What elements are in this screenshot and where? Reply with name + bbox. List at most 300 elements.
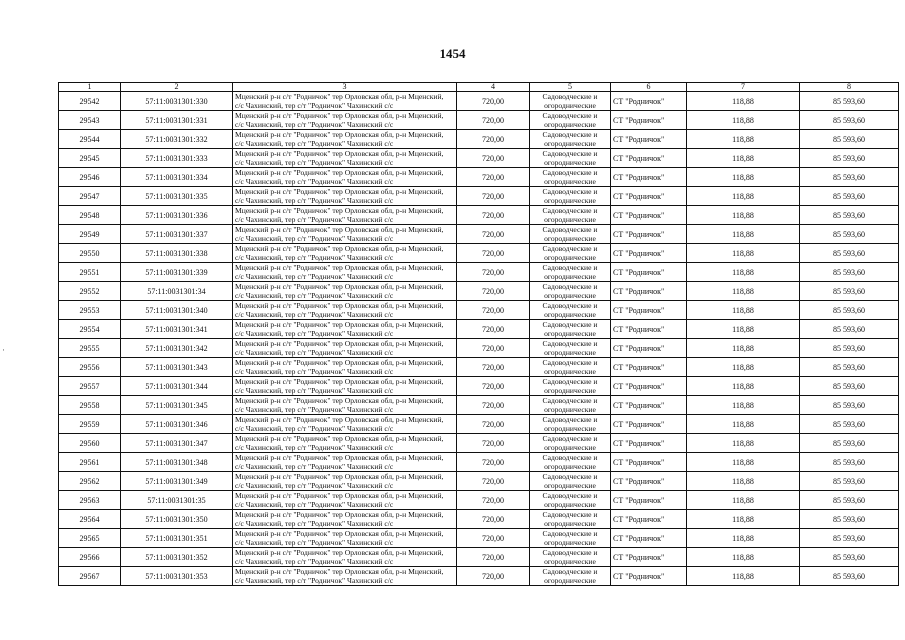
organization-cell: СТ "Родничок"	[611, 396, 687, 415]
row-number: 29557	[59, 377, 121, 396]
header-cell: 4	[457, 83, 530, 92]
address-line: с/с Чахинский, тер с/т "Родничок" Чахинский с/с	[235, 196, 394, 205]
organization-cell: СТ "Родничок"	[611, 320, 687, 339]
organization-cell: СТ "Родничок"	[611, 415, 687, 434]
unit-cost-cell: 118,88	[687, 92, 800, 111]
land-use-line: Садоводческие и	[542, 491, 598, 500]
margin-mark: ·	[2, 345, 5, 355]
land-use-line: Садоводческие и	[542, 453, 598, 462]
land-use-cell	[530, 339, 611, 358]
land-use-line: Садоводческие и	[542, 510, 598, 519]
address-line: с/с Чахинский, тер с/т "Родничок" Чахинский с/с	[235, 215, 394, 224]
organization-cell: СТ "Родничок"	[611, 529, 687, 548]
header-cell: 3	[233, 83, 457, 92]
address-line: с/с Чахинский, тер с/т "Родничок" Чахинский с/с	[235, 234, 394, 243]
row-number: 29555	[59, 339, 121, 358]
address-cell	[233, 111, 457, 130]
organization-cell: СТ "Родничок"	[611, 377, 687, 396]
total-value-cell: 85 593,60	[800, 567, 899, 586]
total-value-cell: 85 593,60	[800, 92, 899, 111]
row-number: 29542	[59, 92, 121, 111]
cadastral-number: 57:11:0031301:341	[121, 320, 233, 339]
address-line: Мценский р-н с/т "Родничок" тер Орловская обл, р-н Мценский,	[235, 377, 444, 386]
address-cell	[233, 415, 457, 434]
address-line: Мценский р-н с/т "Родничок" тер Орловская обл, р-н Мценский,	[235, 358, 444, 367]
land-use-cell	[530, 130, 611, 149]
cadastral-number: 57:11:0031301:351	[121, 529, 233, 548]
land-use-line: огороднические	[544, 310, 596, 319]
cadastral-number: 57:11:0031301:346	[121, 415, 233, 434]
table-row	[59, 434, 899, 453]
organization-cell: СТ "Родничок"	[611, 358, 687, 377]
unit-cost-cell: 118,88	[687, 491, 800, 510]
address-line: с/с Чахинский, тер с/т "Родничок" Чахинский с/с	[235, 158, 394, 167]
table-row	[59, 168, 899, 187]
land-use-line: Садоводческие и	[542, 377, 598, 386]
land-use-cell	[530, 111, 611, 130]
land-use-cell	[530, 396, 611, 415]
unit-cost-cell: 118,88	[687, 187, 800, 206]
land-use-line: огороднические	[544, 443, 596, 452]
address-line: с/с Чахинский, тер с/т "Родничок" Чахинский с/с	[235, 291, 394, 300]
row-number: 29559	[59, 415, 121, 434]
unit-cost-cell: 118,88	[687, 168, 800, 187]
address-cell	[233, 339, 457, 358]
table-row	[59, 301, 899, 320]
land-use-cell	[530, 92, 611, 111]
address-line: Мценский р-н с/т "Родничок" тер Орловская обл, р-н Мценский,	[235, 472, 444, 481]
address-cell	[233, 510, 457, 529]
land-use-line: огороднические	[544, 234, 596, 243]
unit-cost-cell: 118,88	[687, 567, 800, 586]
table-row	[59, 339, 899, 358]
table-row	[59, 529, 899, 548]
land-use-line: огороднические	[544, 139, 596, 148]
address-line: с/с Чахинский, тер с/т "Родничок" Чахинский с/с	[235, 576, 394, 585]
area-cell: 720,00	[457, 263, 530, 282]
address-cell	[233, 377, 457, 396]
address-line: с/с Чахинский, тер с/т "Родничок" Чахинский с/с	[235, 139, 394, 148]
row-number: 29565	[59, 529, 121, 548]
cadastral-number: 57:11:0031301:34	[121, 282, 233, 301]
address-cell	[233, 453, 457, 472]
land-use-line: огороднические	[544, 576, 596, 585]
organization-cell: СТ "Родничок"	[611, 111, 687, 130]
cadastral-number: 57:11:0031301:335	[121, 187, 233, 206]
area-cell: 720,00	[457, 567, 530, 586]
row-number: 29553	[59, 301, 121, 320]
area-cell: 720,00	[457, 548, 530, 567]
cadastral-number: 57:11:0031301:330	[121, 92, 233, 111]
area-cell: 720,00	[457, 339, 530, 358]
land-use-line: Садоводческие и	[542, 472, 598, 481]
address-line: с/с Чахинский, тер с/т "Родничок" Чахинский с/с	[235, 424, 394, 433]
land-use-cell	[530, 358, 611, 377]
land-use-line: огороднические	[544, 272, 596, 281]
land-register-table	[58, 82, 899, 586]
cadastral-number: 57:11:0031301:331	[121, 111, 233, 130]
address-line: Мценский р-н с/т "Родничок" тер Орловская обл, р-н Мценский,	[235, 282, 444, 291]
row-number: 29564	[59, 510, 121, 529]
land-use-cell	[530, 453, 611, 472]
unit-cost-cell: 118,88	[687, 472, 800, 491]
address-cell	[233, 434, 457, 453]
table-body	[59, 92, 899, 586]
address-line: с/с Чахинский, тер с/т "Родничок" Чахинский с/с	[235, 253, 394, 262]
land-use-line: огороднические	[544, 329, 596, 338]
area-cell: 720,00	[457, 187, 530, 206]
land-use-line: огороднические	[544, 348, 596, 357]
address-line: с/с Чахинский, тер с/т "Родничок" Чахинский с/с	[235, 519, 394, 528]
total-value-cell: 85 593,60	[800, 434, 899, 453]
land-use-line: Садоводческие и	[542, 320, 598, 329]
cadastral-number: 57:11:0031301:338	[121, 244, 233, 263]
area-cell: 720,00	[457, 206, 530, 225]
table-row	[59, 453, 899, 472]
land-use-line: огороднические	[544, 291, 596, 300]
row-number: 29544	[59, 130, 121, 149]
land-use-line: Садоводческие и	[542, 529, 598, 538]
cadastral-number: 57:11:0031301:336	[121, 206, 233, 225]
address-cell	[233, 567, 457, 586]
unit-cost-cell: 118,88	[687, 282, 800, 301]
area-cell: 720,00	[457, 244, 530, 263]
land-use-cell	[530, 377, 611, 396]
table-row	[59, 244, 899, 263]
unit-cost-cell: 118,88	[687, 510, 800, 529]
total-value-cell: 85 593,60	[800, 529, 899, 548]
organization-cell: СТ "Родничок"	[611, 301, 687, 320]
land-use-line: Садоводческие и	[542, 282, 598, 291]
address-cell	[233, 472, 457, 491]
address-line: Мценский р-н с/т "Родничок" тер Орловская обл, р-н Мценский,	[235, 244, 444, 253]
address-cell	[233, 320, 457, 339]
row-number: 29543	[59, 111, 121, 130]
row-number: 29551	[59, 263, 121, 282]
total-value-cell: 85 593,60	[800, 149, 899, 168]
total-value-cell: 85 593,60	[800, 548, 899, 567]
area-cell: 720,00	[457, 358, 530, 377]
organization-cell: СТ "Родничок"	[611, 225, 687, 244]
total-value-cell: 85 593,60	[800, 415, 899, 434]
table-row	[59, 510, 899, 529]
unit-cost-cell: 118,88	[687, 358, 800, 377]
row-number: 29550	[59, 244, 121, 263]
land-use-cell	[530, 567, 611, 586]
land-use-line: Садоводческие и	[542, 111, 598, 120]
row-number: 29562	[59, 472, 121, 491]
organization-cell: СТ "Родничок"	[611, 567, 687, 586]
land-use-cell	[530, 225, 611, 244]
row-number: 29556	[59, 358, 121, 377]
land-use-line: огороднические	[544, 557, 596, 566]
address-line: Мценский р-н с/т "Родничок" тер Орловская обл, р-н Мценский,	[235, 130, 444, 139]
unit-cost-cell: 118,88	[687, 377, 800, 396]
land-use-line: Садоводческие и	[542, 168, 598, 177]
organization-cell: СТ "Родничок"	[611, 149, 687, 168]
area-cell: 720,00	[457, 529, 530, 548]
cadastral-number: 57:11:0031301:334	[121, 168, 233, 187]
land-use-line: Садоводческие и	[542, 130, 598, 139]
unit-cost-cell: 118,88	[687, 320, 800, 339]
address-line: Мценский р-н с/т "Родничок" тер Орловская обл, р-н Мценский,	[235, 567, 444, 576]
area-cell: 720,00	[457, 149, 530, 168]
address-cell	[233, 92, 457, 111]
area-cell: 720,00	[457, 111, 530, 130]
unit-cost-cell: 118,88	[687, 415, 800, 434]
address-cell	[233, 225, 457, 244]
table-row	[59, 415, 899, 434]
address-line: с/с Чахинский, тер с/т "Родничок" Чахинский с/с	[235, 386, 394, 395]
land-use-line: Садоводческие и	[542, 301, 598, 310]
address-line: Мценский р-н с/т "Родничок" тер Орловская обл, р-н Мценский,	[235, 415, 444, 424]
address-line: Мценский р-н с/т "Родничок" тер Орловская обл, р-н Мценский,	[235, 434, 444, 443]
land-use-line: Садоводческие и	[542, 358, 598, 367]
land-use-cell	[530, 301, 611, 320]
land-use-line: огороднические	[544, 196, 596, 205]
address-line: с/с Чахинский, тер с/т "Родничок" Чахинский с/с	[235, 557, 394, 566]
table-row	[59, 263, 899, 282]
total-value-cell: 85 593,60	[800, 301, 899, 320]
unit-cost-cell: 118,88	[687, 548, 800, 567]
header-cell: 2	[121, 83, 233, 92]
address-cell	[233, 301, 457, 320]
land-use-line: Садоводческие и	[542, 244, 598, 253]
land-use-line: огороднические	[544, 158, 596, 167]
organization-cell: СТ "Родничок"	[611, 282, 687, 301]
row-number: 29552	[59, 282, 121, 301]
area-cell: 720,00	[457, 168, 530, 187]
total-value-cell: 85 593,60	[800, 510, 899, 529]
cadastral-number: 57:11:0031301:347	[121, 434, 233, 453]
organization-cell: СТ "Родничок"	[611, 510, 687, 529]
land-use-cell	[530, 320, 611, 339]
cadastral-number: 57:11:0031301:344	[121, 377, 233, 396]
organization-cell: СТ "Родничок"	[611, 187, 687, 206]
row-number: 29567	[59, 567, 121, 586]
address-line: с/с Чахинский, тер с/т "Родничок" Чахинский с/с	[235, 329, 394, 338]
land-use-line: Садоводческие и	[542, 206, 598, 215]
total-value-cell: 85 593,60	[800, 358, 899, 377]
organization-cell: СТ "Родничок"	[611, 339, 687, 358]
row-number: 29563	[59, 491, 121, 510]
address-cell	[233, 206, 457, 225]
address-cell	[233, 491, 457, 510]
total-value-cell: 85 593,60	[800, 453, 899, 472]
organization-cell: СТ "Родничок"	[611, 434, 687, 453]
area-cell: 720,00	[457, 510, 530, 529]
address-line: Мценский р-н с/т "Родничок" тер Орловская обл, р-н Мценский,	[235, 168, 444, 177]
area-cell: 720,00	[457, 415, 530, 434]
address-cell	[233, 282, 457, 301]
land-use-line: огороднические	[544, 367, 596, 376]
address-line: Мценский р-н с/т "Родничок" тер Орловская обл, р-н Мценский,	[235, 529, 444, 538]
land-use-cell	[530, 434, 611, 453]
area-cell: 720,00	[457, 92, 530, 111]
cadastral-number: 57:11:0031301:353	[121, 567, 233, 586]
organization-cell: СТ "Родничок"	[611, 206, 687, 225]
table-row	[59, 130, 899, 149]
header-row	[59, 83, 899, 92]
total-value-cell: 85 593,60	[800, 168, 899, 187]
land-use-line: огороднические	[544, 519, 596, 528]
row-number: 29549	[59, 225, 121, 244]
land-use-line: огороднические	[544, 405, 596, 414]
land-use-cell	[530, 415, 611, 434]
cadastral-number: 57:11:0031301:333	[121, 149, 233, 168]
table-row	[59, 111, 899, 130]
unit-cost-cell: 118,88	[687, 453, 800, 472]
area-cell: 720,00	[457, 491, 530, 510]
address-line: с/с Чахинский, тер с/т "Родничок" Чахинский с/с	[235, 405, 394, 414]
address-line: Мценский р-н с/т "Родничок" тер Орловская обл, р-н Мценский,	[235, 301, 444, 310]
address-line: Мценский р-н с/т "Родничок" тер Орловская обл, р-н Мценский,	[235, 510, 444, 519]
address-line: с/с Чахинский, тер с/т "Родничок" Чахинский с/с	[235, 367, 394, 376]
row-number: 29554	[59, 320, 121, 339]
area-cell: 720,00	[457, 225, 530, 244]
area-cell: 720,00	[457, 377, 530, 396]
table-row	[59, 396, 899, 415]
area-cell: 720,00	[457, 282, 530, 301]
address-line: Мценский р-н с/т "Родничок" тер Орловская обл, р-н Мценский,	[235, 396, 444, 405]
land-use-line: огороднические	[544, 120, 596, 129]
organization-cell: СТ "Родничок"	[611, 130, 687, 149]
unit-cost-cell: 118,88	[687, 111, 800, 130]
table-row	[59, 377, 899, 396]
total-value-cell: 85 593,60	[800, 377, 899, 396]
cadastral-number: 57:11:0031301:332	[121, 130, 233, 149]
land-use-line: огороднические	[544, 500, 596, 509]
row-number: 29547	[59, 187, 121, 206]
page-number: 1454	[439, 46, 466, 61]
header-cell: 7	[687, 83, 800, 92]
land-use-line: Садоводческие и	[542, 396, 598, 405]
address-line: Мценский р-н с/т "Родничок" тер Орловская обл, р-н Мценский,	[235, 263, 444, 272]
address-cell	[233, 358, 457, 377]
table-row	[59, 187, 899, 206]
total-value-cell: 85 593,60	[800, 206, 899, 225]
cadastral-number: 57:11:0031301:340	[121, 301, 233, 320]
address-cell	[233, 244, 457, 263]
area-cell: 720,00	[457, 472, 530, 491]
organization-cell: СТ "Родничок"	[611, 453, 687, 472]
area-cell: 720,00	[457, 453, 530, 472]
address-line: Мценский р-н с/т "Родничок" тер Орловская обл, р-н Мценский,	[235, 491, 444, 500]
land-use-line: огороднические	[544, 253, 596, 262]
land-use-line: огороднические	[544, 386, 596, 395]
table-row	[59, 282, 899, 301]
address-cell	[233, 149, 457, 168]
total-value-cell: 85 593,60	[800, 244, 899, 263]
cadastral-number: 57:11:0031301:339	[121, 263, 233, 282]
row-number: 29560	[59, 434, 121, 453]
address-line: с/с Чахинский, тер с/т "Родничок" Чахинский с/с	[235, 348, 394, 357]
land-use-cell	[530, 282, 611, 301]
address-line: с/с Чахинский, тер с/т "Родничок" Чахинский с/с	[235, 272, 394, 281]
unit-cost-cell: 118,88	[687, 206, 800, 225]
land-use-cell	[530, 187, 611, 206]
land-use-cell	[530, 149, 611, 168]
total-value-cell: 85 593,60	[800, 130, 899, 149]
address-line: Мценский р-н с/т "Родничок" тер Орловская обл, р-н Мценский,	[235, 339, 444, 348]
address-cell	[233, 263, 457, 282]
organization-cell: СТ "Родничок"	[611, 472, 687, 491]
row-number: 29558	[59, 396, 121, 415]
cadastral-number: 57:11:0031301:350	[121, 510, 233, 529]
organization-cell: СТ "Родничок"	[611, 92, 687, 111]
cadastral-number: 57:11:0031301:343	[121, 358, 233, 377]
cadastral-number: 57:11:0031301:342	[121, 339, 233, 358]
area-cell: 720,00	[457, 434, 530, 453]
cadastral-number: 57:11:0031301:35	[121, 491, 233, 510]
address-cell	[233, 529, 457, 548]
unit-cost-cell: 118,88	[687, 225, 800, 244]
total-value-cell: 85 593,60	[800, 339, 899, 358]
table-row	[59, 225, 899, 244]
land-use-line: Садоводческие и	[542, 225, 598, 234]
land-use-line: Садоводческие и	[542, 548, 598, 557]
land-use-line: Садоводческие и	[542, 263, 598, 272]
land-use-line: Садоводческие и	[542, 149, 598, 158]
table-row	[59, 358, 899, 377]
table-row	[59, 548, 899, 567]
row-number: 29546	[59, 168, 121, 187]
land-use-line: огороднические	[544, 424, 596, 433]
total-value-cell: 85 593,60	[800, 187, 899, 206]
table-row	[59, 472, 899, 491]
address-line: с/с Чахинский, тер с/т "Родничок" Чахинский с/с	[235, 500, 394, 509]
address-line: с/с Чахинский, тер с/т "Родничок" Чахинский с/с	[235, 177, 394, 186]
unit-cost-cell: 118,88	[687, 396, 800, 415]
address-line: с/с Чахинский, тер с/т "Родничок" Чахинский с/с	[235, 310, 394, 319]
address-line: Мценский р-н с/т "Родничок" тер Орловская обл, р-н Мценский,	[235, 187, 444, 196]
land-use-cell	[530, 510, 611, 529]
address-line: с/с Чахинский, тер с/т "Родничок" Чахинский с/с	[235, 538, 394, 547]
header-cell: 1	[59, 83, 121, 92]
organization-cell: СТ "Родничок"	[611, 244, 687, 263]
land-use-line: огороднические	[544, 462, 596, 471]
land-use-cell	[530, 529, 611, 548]
total-value-cell: 85 593,60	[800, 472, 899, 491]
table-row	[59, 491, 899, 510]
land-use-line: Садоводческие и	[542, 567, 598, 576]
land-use-line: огороднические	[544, 538, 596, 547]
organization-cell: СТ "Родничок"	[611, 491, 687, 510]
unit-cost-cell: 118,88	[687, 339, 800, 358]
header-cell: 8	[800, 83, 899, 92]
address-line: с/с Чахинский, тер с/т "Родничок" Чахинский с/с	[235, 101, 394, 110]
organization-cell: СТ "Родничок"	[611, 263, 687, 282]
address-line: Мценский р-н с/т "Родничок" тер Орловская обл, р-н Мценский,	[235, 206, 444, 215]
table-row	[59, 206, 899, 225]
land-use-line: Садоводческие и	[542, 339, 598, 348]
address-cell	[233, 548, 457, 567]
total-value-cell: 85 593,60	[800, 491, 899, 510]
table-row	[59, 149, 899, 168]
unit-cost-cell: 118,88	[687, 244, 800, 263]
row-number: 29561	[59, 453, 121, 472]
address-line: Мценский р-н с/т "Родничок" тер Орловская обл, р-н Мценский,	[235, 92, 444, 101]
address-cell	[233, 187, 457, 206]
land-use-line: Садоводческие и	[542, 187, 598, 196]
address-line: с/с Чахинский, тер с/т "Родничок" Чахинский с/с	[235, 120, 394, 129]
total-value-cell: 85 593,60	[800, 111, 899, 130]
address-line: Мценский р-н с/т "Родничок" тер Орловская обл, р-н Мценский,	[235, 225, 444, 234]
address-cell	[233, 396, 457, 415]
land-use-line: огороднические	[544, 481, 596, 490]
address-line: Мценский р-н с/т "Родничок" тер Орловская обл, р-н Мценский,	[235, 548, 444, 557]
unit-cost-cell: 118,88	[687, 149, 800, 168]
